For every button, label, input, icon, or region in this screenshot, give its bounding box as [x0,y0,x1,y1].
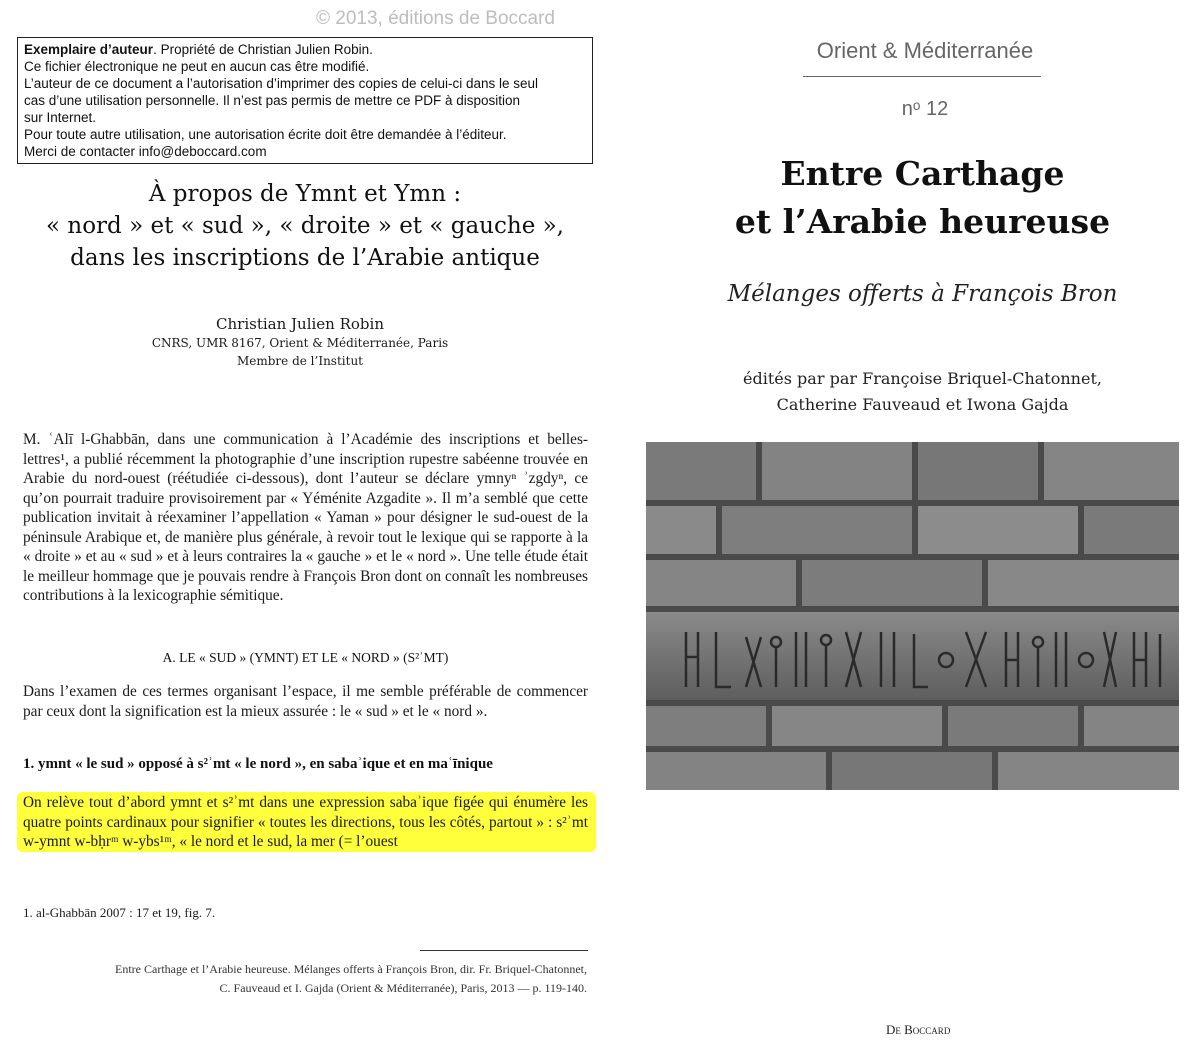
subsection-heading: 1. ymnt « le sud » opposé à s²ʾmt « le nord », en sabaʾique et en maʿīnique [23,756,493,772]
book-title [670,150,1175,246]
cover-photo-inscription [646,442,1179,790]
author-copy-notice [17,37,593,164]
book-title-line: Entre Carthage [780,154,1065,193]
notice-line: sur Internet. [24,110,97,125]
notice-line: Ce fichier électronique ne peut en aucun cas être modifié. [24,59,370,74]
author-block [100,314,500,370]
paragraph-highlighted: On relève tout d’abord ymnt et s²ʾmt dans une expression sabaʾique figée qui énumère les quatre points cardinaux pour signifier « toutes les directions, tous les côtés, partout » : s²ʾmt w-ymnt w-bḥrᵐ w-ybs¹ᵐ, « le nord et le sud, la mer (= l’ouest [23,794,588,850]
notice-line: L’auteur de ce document a l’autorisation d’imprimer des copies de celui-ci dans le seul [24,76,539,91]
credit-line: Entre Carthage et l’Arabie heureuse. Mélanges offerts à François Bron, dir. Fr. Briquel-Chatonnet, [115,962,587,976]
notice-lead: Exemplaire d’auteur [24,42,154,57]
section-heading: A. LE « SUD » (YMNT) ET LE « NORD » (S²ʾMT) [162,650,449,665]
paragraph-intro: M. ʿAlī l-Ghabbān, dans une communication à l’Académie des inscriptions et belles-lettres¹, a publié récemment la photographie d’une inscription rupestre sabéenne trouvée en Arabie du nord-ouest (réétudiée ci-dessous), dont l’auteur se déclare ymnyⁿ ʾzgdyⁿ, ce qu’on pourrait traduire provisoirement par « Yéménite Azgadite ». Il m’a semblé que cette publication invitait à réexaminer l’appellation « Yaman » pour désigner le sud-ouest de la péninsule Arabique et, de manière plus générale, à revoir tout le lexique qui se rapporte à la « droite » et au « sud » et à leurs contraires la « gauche » et le « nord ». Une telle étude était le meilleur hommage que je pouvais rendre à François Bron dont on connaît les nombreuses contributions à la lexicographie sémitique. [23,431,588,604]
credit-line: C. Fauveaud et I. Gajda (Orient & Méditerranée), Paris, 2013 — p. 119-140. [219,981,587,995]
author-membership: Membre de l’Institut [236,354,363,368]
footnote: 1. al-Ghabbān 2007 : 17 et 19, fig. 7. [23,905,216,920]
series-number: nᵒ 12 [901,98,949,120]
article-title-line: dans les inscriptions de l’Arabie antique [70,245,540,271]
copyright-watermark: © 2013, éditions de Boccard [316,8,555,29]
publisher-name: De Boccard [886,1022,951,1037]
publication-credit [30,960,587,998]
author-name: Christian Julien Robin [216,315,384,333]
book-cover [610,0,1200,1043]
article-title-line: À propos de Ymnt et Ymn : [148,181,462,207]
book-subtitle: Mélanges offerts à François Bron [727,281,1118,307]
article-title [20,178,590,274]
author-affiliation: CNRS, UMR 8167, Orient & Méditerranée, Paris [151,336,449,350]
notice-line: cas d’une utilisation personnelle. Il n’est pas permis de mettre ce PDF à disposition [24,93,520,108]
series-name: Orient & Méditerranée [816,38,1034,63]
series-divider [803,76,1041,77]
paragraph-section-intro: Dans l’examen de ces termes organisant l’espace, il me semble préférable de commencer par ceux dont la signification est la mieux assurée : le « sud » et le « nord ». [23,683,588,720]
notice-line: Pour toute autre utilisation, une autorisation écrite doit être demandée à l’éditeur. [24,127,507,142]
credit-divider [420,950,588,951]
stone-wall-image [646,442,1179,790]
notice-line: Merci de contacter info@deboccard.com [24,144,267,159]
notice-line: . Propriété de Christian Julien Robin. [153,42,373,57]
book-editors [670,366,1175,418]
editors-line: édités par par Françoise Briquel-Chatonnet, [743,369,1102,388]
book-title-line: et l’Arabie heureuse [734,202,1111,241]
article-title-line: « nord » et « sud », « droite » et « gauche », [46,213,564,239]
editors-line: Catherine Fauveaud et Iwona Gajda [776,395,1069,414]
